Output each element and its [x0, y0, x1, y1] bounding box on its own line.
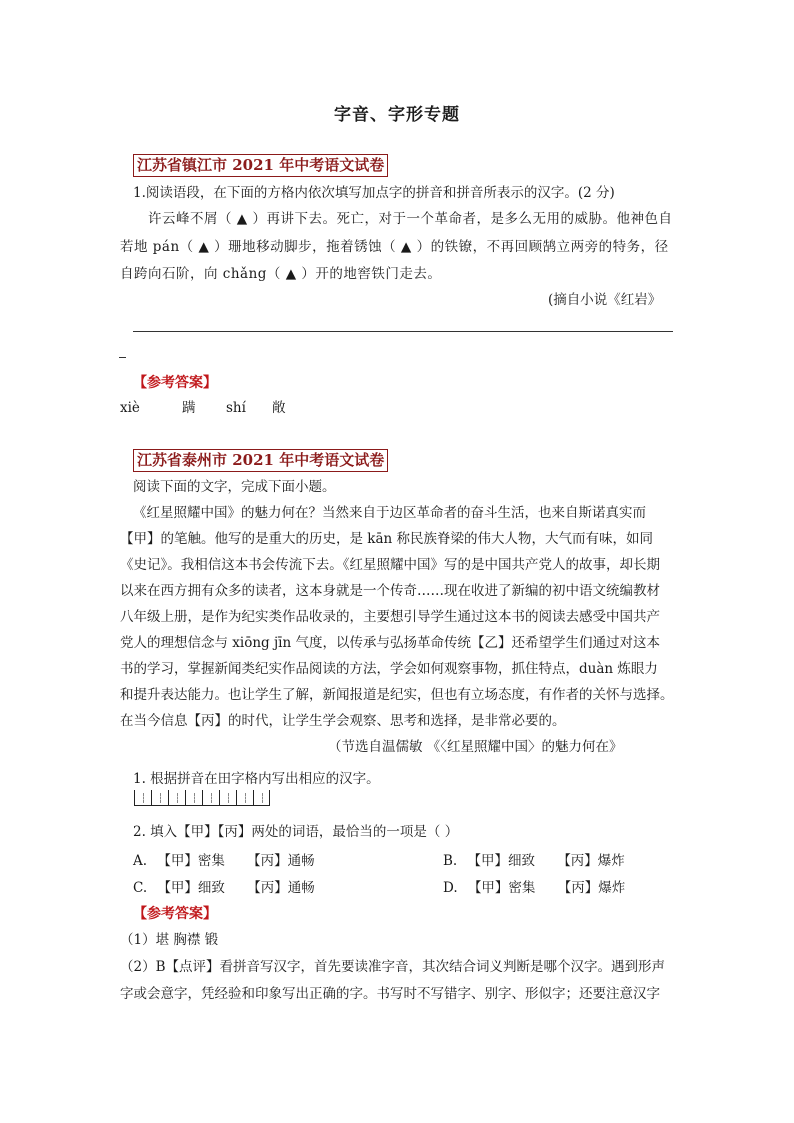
passage-line: 书的学习，掌握新闻类纪实作品阅读的方法，学会如何观察事物，抓住特点，duàn 炼眼力: [120, 661, 658, 677]
grid-cell[interactable]: [236, 790, 253, 806]
grid-cell[interactable]: [202, 790, 219, 806]
grid-cell[interactable]: [168, 790, 185, 806]
passage-line: 以来在西方拥有众多的读者，这本身就是一个传奇……现在收进了新编的初中语文统编教材: [120, 583, 660, 599]
option-letter: C.: [133, 880, 148, 896]
passage-line: 八年级上册，是作为纪实类作品收录的，主要想引导学生通过这本书的阅读去感受中国共产: [120, 609, 660, 625]
option-part-b: 【丙】爆炸: [557, 880, 626, 896]
passage-line: 若地 pán（ ▲ ）珊地移动脚步，拖着锈蚀（ ▲ ）的铁镣，不再回顾鹄立两旁的特务，径: [120, 239, 669, 255]
option-letter: D.: [443, 880, 458, 896]
option-letter: B.: [443, 853, 458, 869]
section-label-zhenjiang: 江苏省镇江市 2021 年中考语文试卷: [133, 154, 388, 177]
answer-1: （1）堪 胸襟 锻: [120, 932, 219, 948]
passage-source: （节选自温儒敏 《〈红星照耀中国〉的魅力何在》: [328, 739, 623, 755]
option-part-a: 【甲】密集: [467, 880, 536, 896]
passage-line: 【甲】的笔触。他写的是重大的历史，是 kān 称民族脊梁的伟大人物，大气而有味，如同: [120, 531, 654, 547]
passage-line: 《史记》。我相信这本书会传流下去。《红星照耀中国》写的是中国共产党人的故事，却长期: [120, 557, 660, 573]
option-letter: A.: [133, 853, 148, 869]
passage-line: 党人的理想信念与 xiōng jīn 气度，以传承与弘扬革命传统【乙】还希望学生们通过对这本: [120, 635, 660, 651]
option-part-a: 【甲】细致: [467, 853, 536, 869]
option-part-a: 【甲】密集: [157, 853, 225, 869]
option-part-b: 【丙】通畅: [247, 880, 315, 896]
answer-2-line: 字或会意字，凭经验和印象写出正确的字。书写时不写错字、别字、形似字；还要注意汉字: [120, 986, 660, 1002]
option-d: [443, 876, 625, 896]
divider-stub: [119, 357, 126, 358]
grid-cell[interactable]: [253, 790, 270, 806]
question-1-prompt: 1.阅读语段，在下面的方格内依次填写加点字的拼音和拼音所表示的汉字。(2 分): [133, 185, 615, 201]
answer-label: 【参考答案】: [133, 906, 217, 922]
answer-item: 敞: [272, 400, 286, 416]
question-2-prompt: 2. 填入【甲】【丙】两处的词语，最恰当的一项是（ ）: [133, 824, 459, 840]
answer-item: 蹒: [182, 400, 196, 416]
section-label-taizhou: 江苏省泰州市 2021 年中考语文试卷: [133, 449, 388, 472]
grid-cell[interactable]: [219, 790, 236, 806]
passage-line: 《红星照耀中国》的魅力何在？当然来自于边区革命者的奋斗生活，也来自斯诺真实而: [133, 505, 646, 521]
page-title: 字音、字形专题: [334, 105, 460, 125]
grid-cell[interactable]: [151, 790, 168, 806]
option-part-a: 【甲】细致: [157, 880, 225, 896]
answer-item: xiè: [120, 400, 140, 416]
option-a: [133, 849, 315, 869]
option-b: [443, 849, 625, 869]
question-1-prompt: 1. 根据拼音在田字格内写出相应的汉字。: [133, 771, 380, 787]
option-c: [133, 876, 315, 896]
passage-source: (摘自小说《红岩》: [548, 292, 662, 308]
option-part-b: 【丙】爆炸: [557, 853, 625, 869]
passage-line: 自跨向石阶，向 chǎng（ ▲ ）开的地窖铁门走去。: [120, 266, 442, 282]
section-intro: 阅读下面的文字，完成下面小题。: [133, 479, 336, 495]
answer-item: shí: [226, 400, 246, 416]
grid-cell[interactable]: [185, 790, 202, 806]
answer-2-line: （2）B【点评】看拼音写汉字，首先要读准字音，其次结合词义判断是哪个汉字。遇到形声: [120, 959, 666, 975]
answer-label: 【参考答案】: [133, 375, 217, 391]
passage-line: 许云峰不屑（ ▲ ）再讲下去。死亡，对于一个革命者，是多么无用的威胁。他神色自: [148, 211, 673, 227]
passage-line: 在当今信息【丙】的时代，让学生学会观察、思考和选择，是非常必要的。: [120, 713, 566, 729]
passage-line: 和提升表达能力。也让学生了解，新闻报道是纪实，但也有立场态度，有作者的关怀与选择。: [120, 687, 674, 703]
grid-cell[interactable]: [134, 790, 151, 806]
option-part-b: 【丙】通畅: [247, 853, 315, 869]
divider-line: [133, 331, 673, 332]
tianzige-grid[interactable]: [134, 790, 270, 808]
